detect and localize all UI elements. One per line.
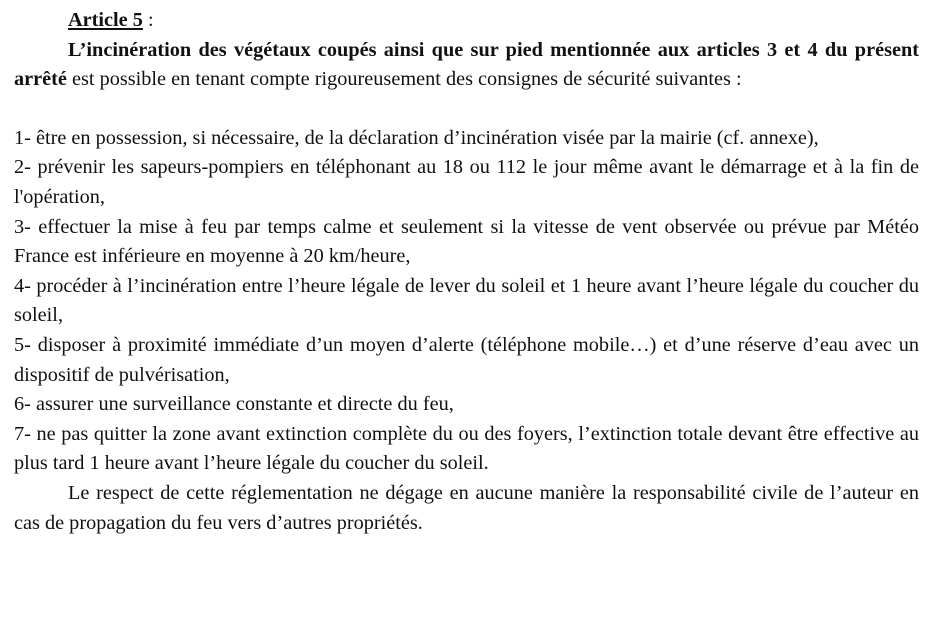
- measure-item-4: 4- procéder à l’incinération entre l’heure légale de lever du soleil et 1 heure avant l’heure légale du coucher du soleil,: [14, 274, 919, 327]
- measure-item-1: 1- être en possession, si nécessaire, de la déclaration d’incinération visée par la mairie (cf. annexe),: [14, 126, 819, 149]
- measure-item-3: 3- effectuer la mise à feu par temps calme et seulement si la vitesse de vent observée ou prévue par Météo France est inférieure en moyenne à 20 km/heure,: [14, 215, 919, 268]
- intro-paragraph: [14, 36, 919, 95]
- safety-measures-list: [14, 124, 919, 479]
- document-page: [14, 6, 919, 538]
- closing-paragraph: Le respect de cette réglementation ne dégage en aucune manière la responsabilité civile de l’auteur en cas de propagation du feu vers d’autres propriétés.: [14, 481, 919, 534]
- paragraph-spacer: [14, 95, 919, 124]
- measure-item-5: 5- disposer à proximité immédiate d’un moyen d’alerte (téléphone mobile…) et d’une réserve d’eau avec un dispositif de pulvérisation,: [14, 333, 919, 386]
- article-colon: :: [142, 9, 154, 31]
- intro-text: est possible en tenant compte rigoureusement des consignes de sécurité suivantes :: [66, 68, 742, 91]
- article-label: Article 5: [68, 9, 143, 31]
- article-heading: [68, 6, 919, 36]
- measure-item-7: 7- ne pas quitter la zone avant extinction complète du ou des foyers, l’extinction totale devant être effective au plus tard 1 heure avant l’heure légale du coucher du soleil.: [14, 422, 919, 475]
- measure-item-2: 2- prévenir les sapeurs-pompiers en téléphonant au 18 ou 112 le jour même avant le démarrage et à la fin de l'opération,: [14, 156, 919, 208]
- measure-item-6: 6- assurer une surveillance constante et directe du feu,: [14, 393, 454, 416]
- intro-bold-text: L’incinération des végétaux coupés ainsi que sur pied mentionnée aux articles 3 et 4 du présent arrêté: [14, 38, 919, 91]
